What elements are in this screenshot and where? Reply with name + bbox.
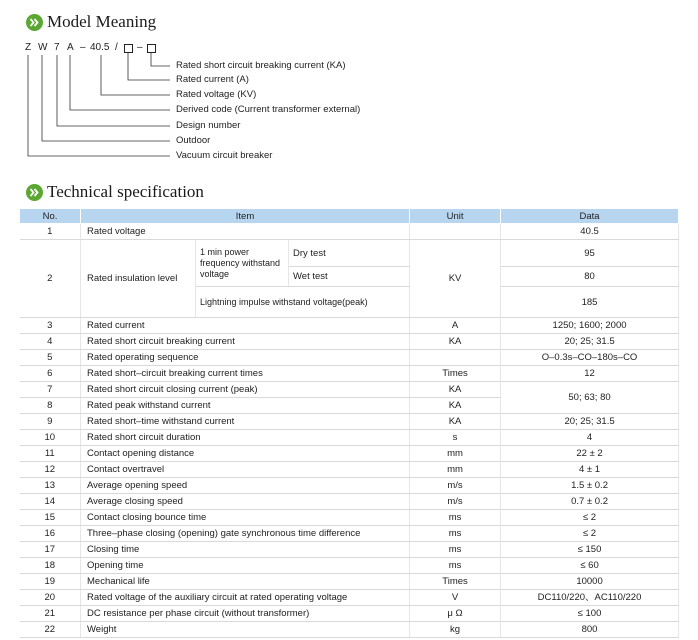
row-unit: KA: [410, 334, 501, 350]
table-row: [20, 574, 679, 590]
row-item: Rated current: [81, 318, 410, 334]
row-no: 10: [20, 430, 81, 446]
row-data: 12: [501, 366, 679, 382]
row-data: O–0.3s–CO–180s–CO: [501, 350, 679, 366]
table-row: [20, 542, 679, 558]
row-unit: A: [410, 318, 501, 334]
row-data: ≤ 2: [501, 510, 679, 526]
lightning-impulse-value: 185: [501, 287, 679, 318]
row-unit: [410, 224, 501, 240]
code-a: A: [67, 42, 74, 53]
row-no: 5: [20, 350, 81, 366]
table-row: [20, 430, 679, 446]
row-data: 4: [501, 430, 679, 446]
dry-test-value: 95: [501, 240, 679, 267]
row-unit: ms: [410, 542, 501, 558]
table-row: [20, 462, 679, 478]
row-item: Rated short circuit breaking current: [81, 334, 410, 350]
row-unit: KA: [410, 398, 501, 414]
row-data: 20; 25; 31.5: [501, 334, 679, 350]
table-row: [20, 590, 679, 606]
table-row: [20, 318, 679, 334]
legend-derived-code: Derived code (Current transformer external): [176, 104, 361, 115]
spec-table: [19, 208, 679, 638]
row-no: 4: [20, 334, 81, 350]
row-no: 9: [20, 414, 81, 430]
row-item: DC resistance per phase circuit (without transformer): [81, 606, 410, 622]
header-unit: Unit: [410, 209, 501, 224]
row-item: Rated voltage: [81, 224, 410, 240]
row-no: 18: [20, 558, 81, 574]
legend-design-number: Design number: [176, 120, 241, 131]
row-unit: Times: [410, 574, 501, 590]
chevron-right-icon: [26, 184, 43, 201]
row-data: 0.7 ± 0.2: [501, 494, 679, 510]
row-data: 800: [501, 622, 679, 638]
closing-peak-data: 50; 63; 80: [501, 382, 679, 414]
row-data: 20; 25; 31.5: [501, 414, 679, 430]
table-row: [20, 558, 679, 574]
row-no: 11: [20, 446, 81, 462]
row-no: 17: [20, 542, 81, 558]
row-no: 16: [20, 526, 81, 542]
table-row: [20, 526, 679, 542]
technical-spec-heading: [26, 182, 204, 202]
row-no: 8: [20, 398, 81, 414]
row-item: Rated short circuit duration: [81, 430, 410, 446]
row-no: 14: [20, 494, 81, 510]
row-no: 20: [20, 590, 81, 606]
row-data: 22 ± 2: [501, 446, 679, 462]
code-dash-2: –: [137, 42, 143, 53]
table-row: [20, 494, 679, 510]
row-item: Opening time: [81, 558, 410, 574]
row-item: Rated peak withstand current: [81, 398, 410, 414]
wet-test-value: 80: [501, 267, 679, 287]
row-item: Rated short–time withstand current: [81, 414, 410, 430]
header-data: Data: [501, 209, 679, 224]
row-unit: [410, 350, 501, 366]
legend-vacuum-breaker: Vacuum circuit breaker: [176, 150, 273, 161]
insulation-unit: KV: [410, 240, 501, 318]
row-item: Contact overtravel: [81, 462, 410, 478]
table-row: [20, 366, 679, 382]
row-item: Average closing speed: [81, 494, 410, 510]
row-no: 13: [20, 478, 81, 494]
legend-rated-voltage: Rated voltage (KV): [176, 89, 257, 100]
wet-test-label: Wet test: [289, 267, 410, 287]
row-no: 3: [20, 318, 81, 334]
power-frequency-label: 1 min power frequency withstand voltage: [196, 240, 289, 287]
row-unit: Times: [410, 366, 501, 382]
row-data: ≤ 150: [501, 542, 679, 558]
row-unit: ms: [410, 510, 501, 526]
row-unit: mm: [410, 446, 501, 462]
table-row: [20, 446, 679, 462]
dry-test-label: Dry test: [289, 240, 410, 267]
row-data: 4 ± 1: [501, 462, 679, 478]
table-row: [20, 350, 679, 366]
row-item: Weight: [81, 622, 410, 638]
row-unit: KA: [410, 382, 501, 398]
row-data: ≤ 60: [501, 558, 679, 574]
row-no: 7: [20, 382, 81, 398]
code-slash: /: [115, 42, 118, 53]
row-no: 22: [20, 622, 81, 638]
row-no: 6: [20, 366, 81, 382]
code-dash: –: [80, 42, 86, 53]
row-item: Contact opening distance: [81, 446, 410, 462]
legend-outdoor: Outdoor: [176, 135, 211, 146]
table-row: [20, 240, 679, 267]
row-data: 1250; 1600; 2000: [501, 318, 679, 334]
row-item: Rated operating sequence: [81, 350, 410, 366]
insulation-label: Rated insulation level: [81, 240, 196, 318]
row-unit: kg: [410, 622, 501, 638]
code-voltage: 40.5: [90, 42, 110, 53]
row-item: Average opening speed: [81, 478, 410, 494]
table-row: [20, 334, 679, 350]
table-row: [20, 478, 679, 494]
table-header-row: [20, 209, 679, 224]
row-item: Closing time: [81, 542, 410, 558]
row-item: Rated voltage of the auxiliary circuit at rated operating voltage: [81, 590, 410, 606]
row-no: 19: [20, 574, 81, 590]
technical-spec-title: Technical specification: [47, 182, 204, 201]
row-no: 2: [20, 240, 81, 318]
header-no: No.: [20, 209, 81, 224]
row-no: 12: [20, 462, 81, 478]
row-no: 21: [20, 606, 81, 622]
row-item: Mechanical life: [81, 574, 410, 590]
code-7: 7: [54, 42, 60, 53]
row-unit: m/s: [410, 478, 501, 494]
model-meaning-title: Model Meaning: [47, 12, 157, 31]
row-item: Three–phase closing (opening) gate synchronous time difference: [81, 526, 410, 542]
code-z: Z: [25, 42, 32, 53]
row-data: 1.5 ± 0.2: [501, 478, 679, 494]
table-row: [20, 622, 679, 638]
row-item: Rated short–circuit breaking current times: [81, 366, 410, 382]
row-unit: m/s: [410, 494, 501, 510]
row-item: Contact closing bounce time: [81, 510, 410, 526]
row-no: 1: [20, 224, 81, 240]
row-unit: KA: [410, 414, 501, 430]
row-data: ≤ 100: [501, 606, 679, 622]
row-unit: mm: [410, 462, 501, 478]
legend-rated-current: Rated current (A): [176, 74, 249, 85]
row-item: Rated short circuit closing current (peak): [81, 382, 410, 398]
table-row: [20, 382, 679, 398]
lightning-impulse-label: Lightning impulse withstand voltage(peak): [196, 287, 410, 318]
code-w: W: [38, 42, 48, 53]
row-data: 40.5: [501, 224, 679, 240]
row-unit: μ Ω: [410, 606, 501, 622]
row-data: DC110/220、AC110/220: [501, 590, 679, 606]
row-unit: V: [410, 590, 501, 606]
table-row: [20, 606, 679, 622]
table-row: [20, 224, 679, 240]
row-data: 10000: [501, 574, 679, 590]
model-code-connector-lines: [0, 0, 698, 170]
row-data: ≤ 2: [501, 526, 679, 542]
row-unit: s: [410, 430, 501, 446]
header-item: Item: [81, 209, 410, 224]
table-row: [20, 510, 679, 526]
row-unit: ms: [410, 558, 501, 574]
table-row: [20, 414, 679, 430]
row-unit: ms: [410, 526, 501, 542]
row-no: 15: [20, 510, 81, 526]
legend-breaking-current: Rated short circuit breaking current (KA): [176, 60, 346, 71]
